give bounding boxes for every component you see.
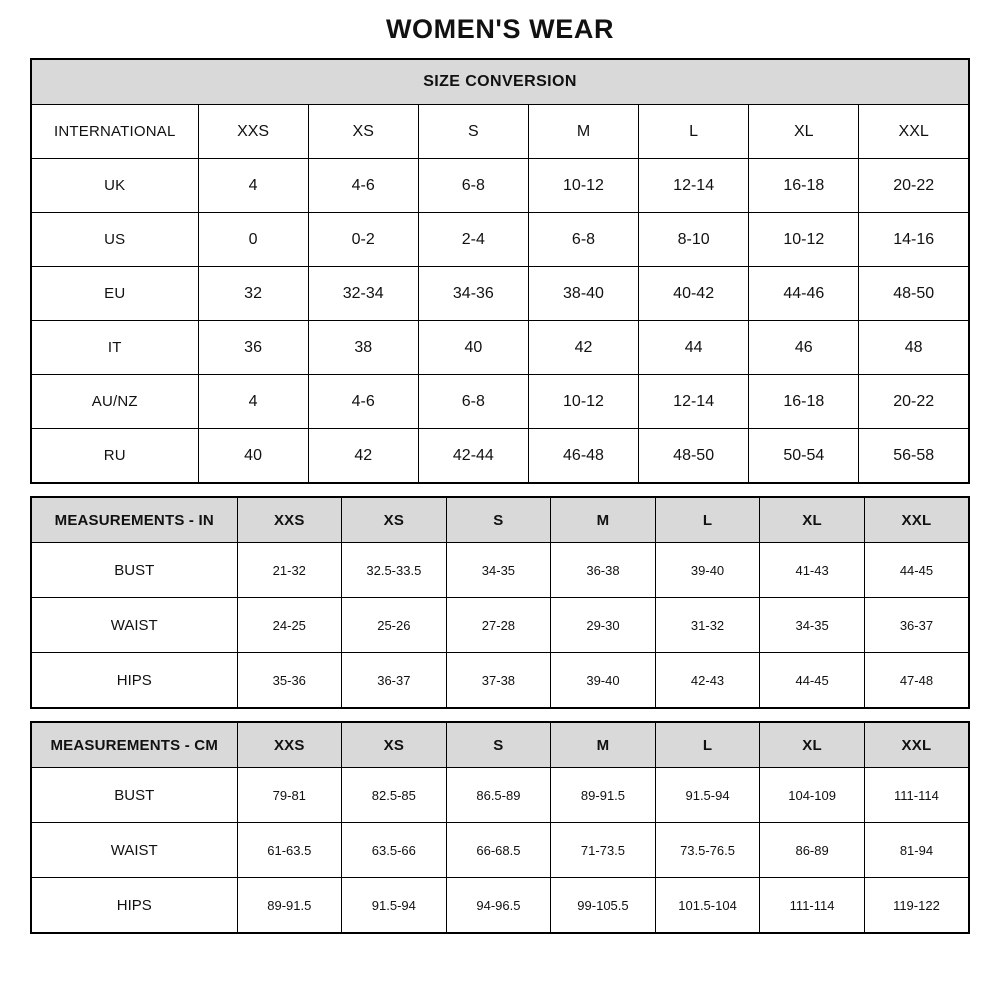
table-cell: 6-8	[418, 375, 528, 429]
table-cell: 47-48	[864, 653, 969, 709]
table-cell: 12-14	[639, 375, 749, 429]
row-label: HIPS	[31, 653, 237, 709]
table-cell: 16-18	[749, 375, 859, 429]
row-label: UK	[31, 159, 198, 213]
table-cell: 46	[749, 321, 859, 375]
table-cell: 40	[418, 321, 528, 375]
table-cell: 2-4	[418, 213, 528, 267]
table-row	[31, 375, 969, 429]
table-cell: 38	[308, 321, 418, 375]
table-cell: 89-91.5	[551, 768, 656, 823]
size-column-header: XL	[760, 497, 865, 543]
table-cell: 44-45	[864, 543, 969, 598]
table-cell: 48	[859, 321, 969, 375]
table-cell: 0-2	[308, 213, 418, 267]
table-cell: 40-42	[639, 267, 749, 321]
size-column-header: L	[655, 722, 760, 768]
table-cell: 36-37	[864, 598, 969, 653]
table-cell: 111-114	[864, 768, 969, 823]
size-column-header: XXL	[859, 105, 969, 159]
row-label: AU/NZ	[31, 375, 198, 429]
table-row	[31, 768, 969, 823]
size-column-header: S	[446, 497, 551, 543]
table-cell: 86-89	[760, 823, 865, 878]
table-row	[31, 267, 969, 321]
table-cell: 44-46	[749, 267, 859, 321]
measurements-cm-table	[30, 721, 970, 934]
size-column-header: XXS	[237, 722, 342, 768]
table-cell: 48-50	[639, 429, 749, 484]
table-cell: 63.5-66	[342, 823, 447, 878]
table-cell: 42	[308, 429, 418, 484]
table-cell: 4	[198, 375, 308, 429]
table-cell: 111-114	[760, 878, 865, 934]
table-cell: 34-36	[418, 267, 528, 321]
table-cell: 4	[198, 159, 308, 213]
table-cell: 44	[639, 321, 749, 375]
table-cell: 10-12	[528, 375, 638, 429]
size-column-header: M	[551, 722, 656, 768]
size-column-header: XXL	[864, 497, 969, 543]
table-cell: 40	[198, 429, 308, 484]
table-header-row	[31, 59, 969, 105]
size-conversion-table	[30, 58, 970, 484]
table-cell: 36-37	[342, 653, 447, 709]
table-cell: 10-12	[528, 159, 638, 213]
size-column-header: M	[528, 105, 638, 159]
size-column-header: XS	[342, 722, 447, 768]
table-cell: 119-122	[864, 878, 969, 934]
table-cell: 42-43	[655, 653, 760, 709]
table-cell: 82.5-85	[342, 768, 447, 823]
table-cell: 4-6	[308, 375, 418, 429]
table-row	[31, 213, 969, 267]
row-label: US	[31, 213, 198, 267]
table-cell: 38-40	[528, 267, 638, 321]
row-label: BUST	[31, 543, 237, 598]
table-cell: 20-22	[859, 375, 969, 429]
size-column-header: S	[418, 105, 528, 159]
row-label: RU	[31, 429, 198, 484]
table-cell: 8-10	[639, 213, 749, 267]
table-cell: 21-32	[237, 543, 342, 598]
measurements-in-table	[30, 496, 970, 709]
table-cell: 66-68.5	[446, 823, 551, 878]
table-row	[31, 722, 969, 768]
size-column-header: XXS	[237, 497, 342, 543]
table-cell: 32	[198, 267, 308, 321]
table-cell: 16-18	[749, 159, 859, 213]
measurements-table-title: MEASUREMENTS - IN	[31, 497, 237, 543]
table-cell: 99-105.5	[551, 878, 656, 934]
table-row	[31, 598, 969, 653]
table-cell: 46-48	[528, 429, 638, 484]
table-row	[31, 653, 969, 709]
table-cell: 89-91.5	[237, 878, 342, 934]
table-cell: 14-16	[859, 213, 969, 267]
row-label: WAIST	[31, 598, 237, 653]
table-cell: 56-58	[859, 429, 969, 484]
table-cell: 29-30	[551, 598, 656, 653]
table-cell: 32-34	[308, 267, 418, 321]
table-cell: 86.5-89	[446, 768, 551, 823]
row-label: HIPS	[31, 878, 237, 934]
table-cell: 39-40	[551, 653, 656, 709]
size-column-header: XL	[760, 722, 865, 768]
table-cell: 6-8	[528, 213, 638, 267]
table-cell: 20-22	[859, 159, 969, 213]
table-row	[31, 543, 969, 598]
table-cell: 44-45	[760, 653, 865, 709]
table-cell: 37-38	[446, 653, 551, 709]
table-cell: 94-96.5	[446, 878, 551, 934]
page-title: WOMEN'S WEAR	[385, 14, 615, 44]
table-cell: 79-81	[237, 768, 342, 823]
table-cell: 42-44	[418, 429, 528, 484]
table-row	[31, 429, 969, 484]
table-cell: 61-63.5	[237, 823, 342, 878]
size-column-header: XXL	[864, 722, 969, 768]
table-cell: 91.5-94	[342, 878, 447, 934]
row-label: EU	[31, 267, 198, 321]
table-row	[31, 823, 969, 878]
table-cell: 12-14	[639, 159, 749, 213]
table-cell: 35-36	[237, 653, 342, 709]
table-cell: 81-94	[864, 823, 969, 878]
table-row	[31, 159, 969, 213]
table-row	[31, 878, 969, 934]
table-cell: 4-6	[308, 159, 418, 213]
size-column-header: XXS	[198, 105, 308, 159]
table-cell: 0	[198, 213, 308, 267]
table-cell: 24-25	[237, 598, 342, 653]
table-cell: 27-28	[446, 598, 551, 653]
size-column-header: XS	[342, 497, 447, 543]
table-cell: 42	[528, 321, 638, 375]
table-cell: 25-26	[342, 598, 447, 653]
size-column-header: S	[446, 722, 551, 768]
table-cell: 50-54	[749, 429, 859, 484]
table-cell: 31-32	[655, 598, 760, 653]
region-column-header: INTERNATIONAL	[31, 105, 198, 159]
table-cell: 41-43	[760, 543, 865, 598]
table-row	[31, 105, 969, 159]
size-conversion-title: SIZE CONVERSION	[31, 59, 969, 105]
table-cell: 6-8	[418, 159, 528, 213]
size-column-header: L	[655, 497, 760, 543]
table-cell: 101.5-104	[655, 878, 760, 934]
table-row	[31, 321, 969, 375]
measurements-table-title: MEASUREMENTS - CM	[31, 722, 237, 768]
size-column-header: L	[639, 105, 749, 159]
table-cell: 48-50	[859, 267, 969, 321]
table-cell: 104-109	[760, 768, 865, 823]
table-cell: 71-73.5	[551, 823, 656, 878]
table-cell: 36-38	[551, 543, 656, 598]
row-label: WAIST	[31, 823, 237, 878]
row-label: BUST	[31, 768, 237, 823]
table-cell: 34-35	[446, 543, 551, 598]
size-column-header: XS	[308, 105, 418, 159]
table-cell: 32.5-33.5	[342, 543, 447, 598]
size-column-header: M	[551, 497, 656, 543]
table-cell: 34-35	[760, 598, 865, 653]
table-cell: 36	[198, 321, 308, 375]
table-cell: 91.5-94	[655, 768, 760, 823]
table-cell: 73.5-76.5	[655, 823, 760, 878]
table-row	[31, 497, 969, 543]
table-cell: 10-12	[749, 213, 859, 267]
row-label: IT	[31, 321, 198, 375]
size-column-header: XL	[749, 105, 859, 159]
table-cell: 39-40	[655, 543, 760, 598]
